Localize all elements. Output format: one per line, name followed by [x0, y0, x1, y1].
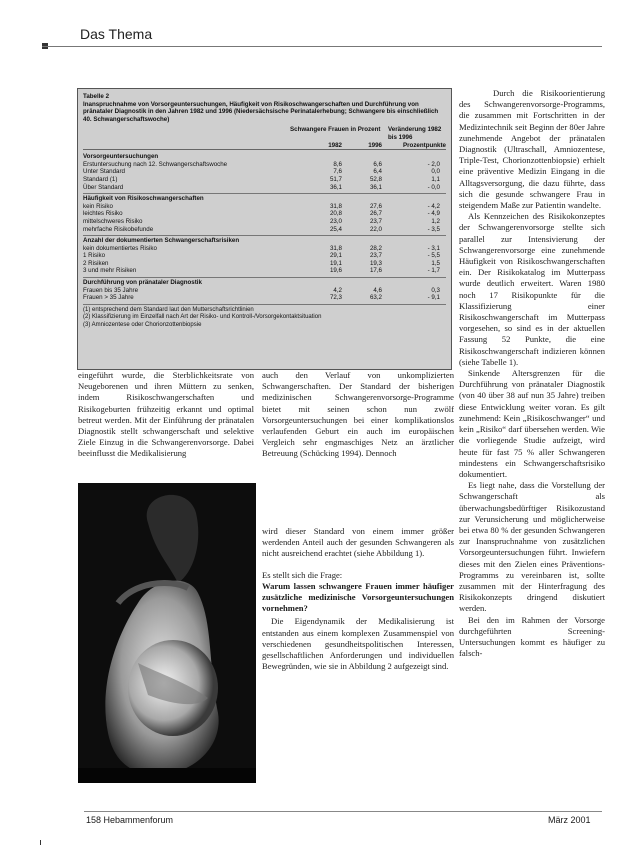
table-cell: kein dokumentiertes Risiko	[83, 244, 157, 252]
table-row	[83, 203, 446, 211]
table-cell: 20,8	[329, 210, 342, 218]
table-cell: - 3,1	[427, 244, 440, 252]
table-cell: 1,2	[431, 217, 440, 225]
table-cell: - 9,1	[427, 294, 440, 302]
pregnant-woman-photo	[78, 483, 256, 783]
table-cell: 4,6	[373, 286, 382, 294]
table-footnotes	[83, 307, 446, 329]
table-cell: - 5,5	[427, 252, 440, 260]
table-column-headers	[83, 126, 446, 141]
table-footnote: (2) Klassifizierung im Einzelfall nach Art der Risiko- und Kontroll-/Vorsorgekontaktsituation	[83, 314, 322, 321]
table-row	[83, 176, 446, 184]
table-row	[83, 184, 446, 192]
table-cell: 28,2	[369, 244, 382, 252]
crop-mark	[40, 840, 41, 845]
table-cell: 36,1	[369, 183, 382, 191]
table-row	[83, 161, 446, 169]
table-section-heading: Durchführung von pränataler Diagnostik	[83, 279, 202, 287]
table-cell: Standard (1)	[83, 175, 118, 183]
table-row	[83, 267, 446, 275]
body-text: Die Eigendynamik der Medikalisierung ist entstanden aus einem komplexen Zusammenspiel von verschiedenen gesundheitspolitischen Interessen, gesellschaftlichen Anforderungen und individuellen Bewegründen, wie sie in Abbildung 2 aufgezeigt sind.	[262, 616, 454, 672]
table-cell: 19,3	[369, 259, 382, 267]
table-section-heading: Anzahl der dokumentierten Schwangerschaftsrisiken	[83, 237, 240, 245]
table-cell: Frauen > 35 Jahre	[83, 294, 134, 302]
table-row	[83, 168, 446, 176]
year-1982: 1982	[328, 141, 342, 149]
table-row	[83, 287, 446, 295]
table-cell: 51,7	[329, 175, 342, 183]
table-cell: - 2,0	[427, 160, 440, 168]
table-cell: - 1,7	[427, 267, 440, 275]
table-cell: mittelschweres Risiko	[83, 217, 143, 225]
table-cell: - 4,2	[427, 202, 440, 210]
table-cell: 31,8	[329, 202, 342, 210]
table-cell: 3 und mehr Risiken	[83, 267, 137, 275]
table-row	[83, 218, 446, 226]
table-title: Tabelle 2	[83, 93, 110, 100]
body-text: eingeführt wurde, die Sterblichkeitsrate von Neugeborenen und ihren Müttern zu senken, indem Risikoschwangerschaften und Risikogeburten frühzeitig erkannt und optimal betreut werden. Mit der Einführung der pränatalen Diagnostik stellt schwangerschaft und selektive Ziele Einzug in die Schwangerenvorsorge. Dabei beeinflusst die Medikalisierung	[78, 370, 254, 459]
body-text: Bei den im Rahmen der Vorsorge durchgeführten Screening-Untersuchungen kommt es häufiger zu falsch-	[459, 614, 605, 659]
table-row	[83, 210, 446, 218]
table-cell: 7,6	[333, 168, 342, 176]
table-cell: 19,1	[329, 259, 342, 267]
right-text-column	[459, 88, 605, 659]
table-cell: 22,0	[369, 225, 382, 233]
header-divider	[42, 46, 602, 47]
table-cell: 6,4	[373, 168, 382, 176]
table-cell: leichtes Risiko	[83, 210, 123, 218]
table-section	[83, 152, 446, 194]
table-row	[83, 294, 446, 302]
left-text-column	[78, 370, 254, 460]
column-head-percent: Schwangere Frauen in Prozent	[290, 126, 381, 134]
footer-divider	[84, 811, 602, 812]
data-table	[77, 88, 452, 370]
middle-text-column	[262, 370, 454, 460]
table-cell: 26,7	[369, 210, 382, 218]
table-cell: 27,6	[369, 202, 382, 210]
table-section	[83, 278, 446, 305]
body-text: Sinkende Altersgrenzen für die Durchführung von pränataler Diagnostik (von 40 über 38 auf nun 35 Jahre) treiben diese Entwicklung weiter voran. Es gilt zunehmend: Kein „Risikoschwanger“ und kein „Risiko“ darf übersehen werden. Wie die vorliegende Studie aufzeigt, wird heute für fast 75 % aller Schwangeren mindestens ein Schwangerschaftsrisiko dokumentiert.	[459, 368, 605, 479]
table-caption: Inanspruchnahme von Vorsorgeuntersuchungen, Häufigkeit von Risikoschwangerschaften und Durchführung von pränataler Diagnostik in den Jahren 1982 und 1996 (Niedersächsische Perinatalerhebung; Schwangere bis einschließlich 40. Schwangerschaftswoche)	[83, 100, 439, 123]
table-cell: 1 Risiko	[83, 252, 106, 260]
body-text: wird dieser Standard von einem immer größer werdenden Anteil auch der gesunden Schwangeren als nicht ausreichend erachtet (siehe Abbildung 1).	[262, 526, 454, 559]
body-text: Es liegt nahe, dass die Vorstellung der Schwangerschaft als überwachungsbedürftiger Risikozustand zur Verunsicherung und möglicherweise bei etwa 80 % der gesunden Schwangeren zur Inanspruchnahme von zusätzlichen Vorsorgeuntersuchungen führt. Inwiefern dieses mit den Zielen eines Präventions-Programms zu vereinbaren ist, sollte zusammen mit der Hinterfragung des Risikokonzepts dringend diskutiert werden.	[459, 480, 605, 614]
table-subheaders	[83, 142, 446, 151]
table-cell: kein Risiko	[83, 202, 113, 210]
table-cell: mehrfache Risikobefunde	[83, 225, 154, 233]
table-row	[83, 252, 446, 260]
table-cell: 23,7	[369, 217, 382, 225]
table-row	[83, 245, 446, 253]
column-head-change: Veränderung 1982 bis 1996	[388, 126, 442, 141]
table-section	[83, 236, 446, 278]
table-cell: 23,0	[329, 217, 342, 225]
middle-text-column-lower	[262, 526, 454, 672]
table-cell: Unter Standard	[83, 168, 125, 176]
table-body	[83, 152, 446, 305]
table-cell: Erstuntersuchung nach 12. Schwangerschaftswoche	[83, 160, 228, 168]
section-title: Das Thema	[80, 26, 153, 42]
table-cell: 6,6	[373, 160, 382, 168]
table-cell: - 0,0	[427, 183, 440, 191]
body-text: Durch die Risikoorientierung des Schwangerenvorsorge-Programms, die zusammen mit Fortschritten in der Medizintechnik seit Beginn der 80er Jahre zunehmende Angebot der pränatalen Diagnostik (Ultraschall, Amniozentese, Triple-Test, Chorionzottenbiopsie) erhielt eine präventive Medizin Eingang in die Alltagsversorgung, die dazu führte, dass sich die gesunde schwangere Frau in steigendem Maße zur Patientin wandelte.	[459, 88, 605, 211]
table-cell: 23,7	[369, 252, 382, 260]
table-cell: 31,8	[329, 244, 342, 252]
table-cell: 19,6	[329, 267, 342, 275]
table-cell: - 3,5	[427, 225, 440, 233]
table-cell: 0,3	[431, 286, 440, 294]
issue-date: März 2001	[548, 815, 591, 825]
table-cell: 72,3	[329, 294, 342, 302]
table-cell: 1,5	[431, 259, 440, 267]
page-number: 158 Hebammenforum	[86, 815, 174, 825]
question-intro: Es stellt sich die Frage:	[262, 569, 343, 580]
table-footnote: (3) Amniozentese oder Chorionzottenbiopsie	[83, 321, 202, 328]
table-cell: 63,2	[369, 294, 382, 302]
table-cell: Frauen bis 35 Jahre	[83, 286, 139, 294]
table-cell: 2 Risiken	[83, 259, 109, 267]
table-cell: 36,1	[329, 183, 342, 191]
table-section-heading: Vorsorgeuntersuchungen	[83, 153, 159, 161]
table-cell: - 4,9	[427, 210, 440, 218]
table-cell: 29,1	[329, 252, 342, 260]
table-cell: 17,6	[369, 267, 382, 275]
body-text: auch den Verlauf von unkomplizierten Schwangerschaften. Der Standard der bisherigen medizinischen Schwangerenvorsorge-Programme bietet mit seinen schon nun zwölf Vorsorgeuntersuchungen bei einer komplikationslos verlaufenden Geburt ein auch im europäischen Vergleich sehr engmaschiges Netz an ärztlicher Betreuung (Schücking 1994). Dennoch	[262, 370, 454, 459]
highlighted-question: Warum lassen schwangere Frauen immer häufiger zusätzliche medizinische Vorsorgeuntersuchungen vornehmen?	[262, 580, 454, 614]
table-cell: 0,0	[431, 168, 440, 176]
body-text: Als Kennzeichen des Risikokonzeptes der Schwangerenvorsorge stellte sich parallel zur Intensivierung der Schwangerenvorsorge eine zunehmende Häufigkeit von Risikoschwangerschaften ein. Der Risikokatalog im Mutterpass wurde deutlich erweitert. Waren 1980 noch 17 Risikopunkte für die Klassifizierung einer Risikoschwangerschaft im Mutterpass vorgesehen, so sind es in der aktuellen Fassung 52 Punkte, die eine Risikoschwangerschaft indizieren können (siehe Tabelle 1).	[459, 211, 605, 367]
year-1996: 1996	[368, 141, 382, 149]
unit-label: Prozentpunkte	[403, 141, 446, 149]
table-footnote: (1) entsprechend dem Standard laut den Mutterschaftsrichtlinien	[83, 306, 254, 313]
table-cell: 4,2	[333, 286, 342, 294]
table-cell: 52,8	[369, 175, 382, 183]
table-cell: 8,6	[333, 160, 342, 168]
table-row	[83, 260, 446, 268]
table-cell: 1,1	[431, 175, 440, 183]
table-cell: Über Standard	[83, 183, 124, 191]
table-row	[83, 226, 446, 234]
table-section	[83, 194, 446, 236]
table-cell: 25,4	[329, 225, 342, 233]
table-section-heading: Häufigkeit von Risikoschwangerschaften	[83, 195, 204, 203]
